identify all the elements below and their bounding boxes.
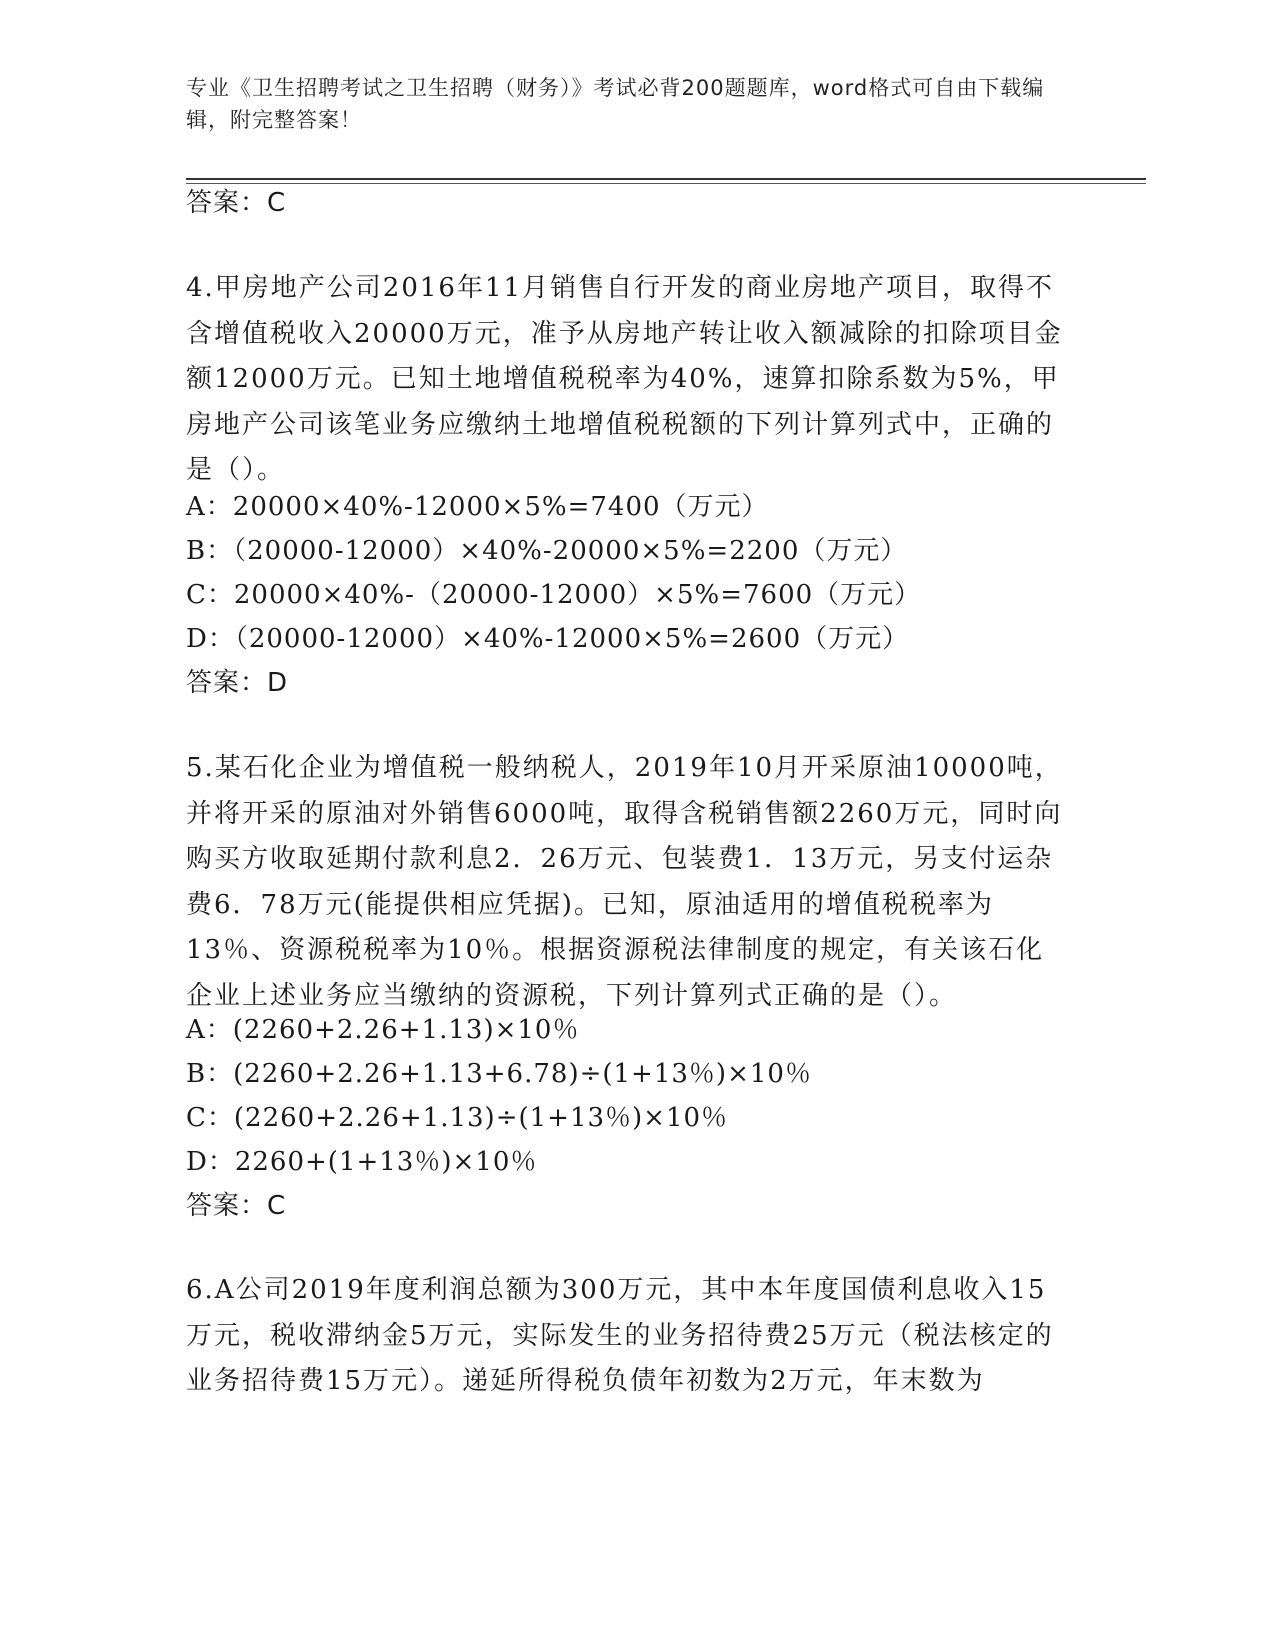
question-6-text: 6.A公司2019年度利润总额为300万元，其中本年度国债利息收入15万元，税收滞纳金5万元，实际发生的业务招待费25万元（税法核定的业务招待费15万元）。递延所得税负债年初数为2万元，年末数为 [186,1275,1054,1396]
question-4-text: 4.甲房地产公司2016年11月销售自行开发的商业房地产项目，取得不含增值税收入20000万元，准予从房地产转让收入额减除的扣除项目金额12000万元。已知土地增值税税率为40%，速算扣除系数为5%，甲房地产公司该笔业务应缴纳土地增值税税额的下列计算列式中，正确的是（）。 [186,273,1063,485]
question-4-answer: 答案：D [186,668,289,698]
question-4-option-a: A：20000×40%-12000×5%=7400（万元） [186,492,769,522]
header-divider-thin [186,183,1146,184]
document-header: 专业《卫生招聘考试之卫生招聘（财务）》考试必背200题题库，word格式可自由下载编辑，附完整答案！ [186,76,1045,132]
header-divider-thick [186,178,1146,180]
previous-answer: 答案：C [186,188,287,218]
question-4-option-b: B：（20000-12000）×40%-20000×5%=2200（万元） [186,536,908,566]
question-5-option-a: A：(2260+2.26+1.13)×10％ [186,1015,580,1045]
question-5-option-b: B：(2260+2.26+1.13+6.78)÷(1+13％)×10％ [186,1059,812,1089]
question-5-text: 5.某石化企业为增值税一般纳税人，2019年10月开采原油10000吨，并将开采的原油对外销售6000吨，取得含税销售额2260万元，同时向购买方收取延期付款利息2．26万元、包装费1．13万元，另支付运杂费6．78万元(能提供相应凭据)。已知，原油适用的增值税税率为13％、资源税税率为10％。根据资源税法律制度的规定，有关该石化企业上述业务应当缴纳的资源税，下列计算列式正确的是（）。 [186,753,1063,1011]
question-5-answer: 答案：C [186,1191,287,1221]
question-4-option-c: C：20000×40%-（20000-12000）×5%=7600（万元） [186,580,922,610]
question-4-option-d: D：（20000-12000）×40%-12000×5%=2600（万元） [186,624,910,654]
question-5-option-d: D：2260+(1+13％)×10％ [186,1147,538,1177]
question-5-option-c: C：(2260+2.26+1.13)÷(1+13％)×10％ [186,1103,729,1133]
